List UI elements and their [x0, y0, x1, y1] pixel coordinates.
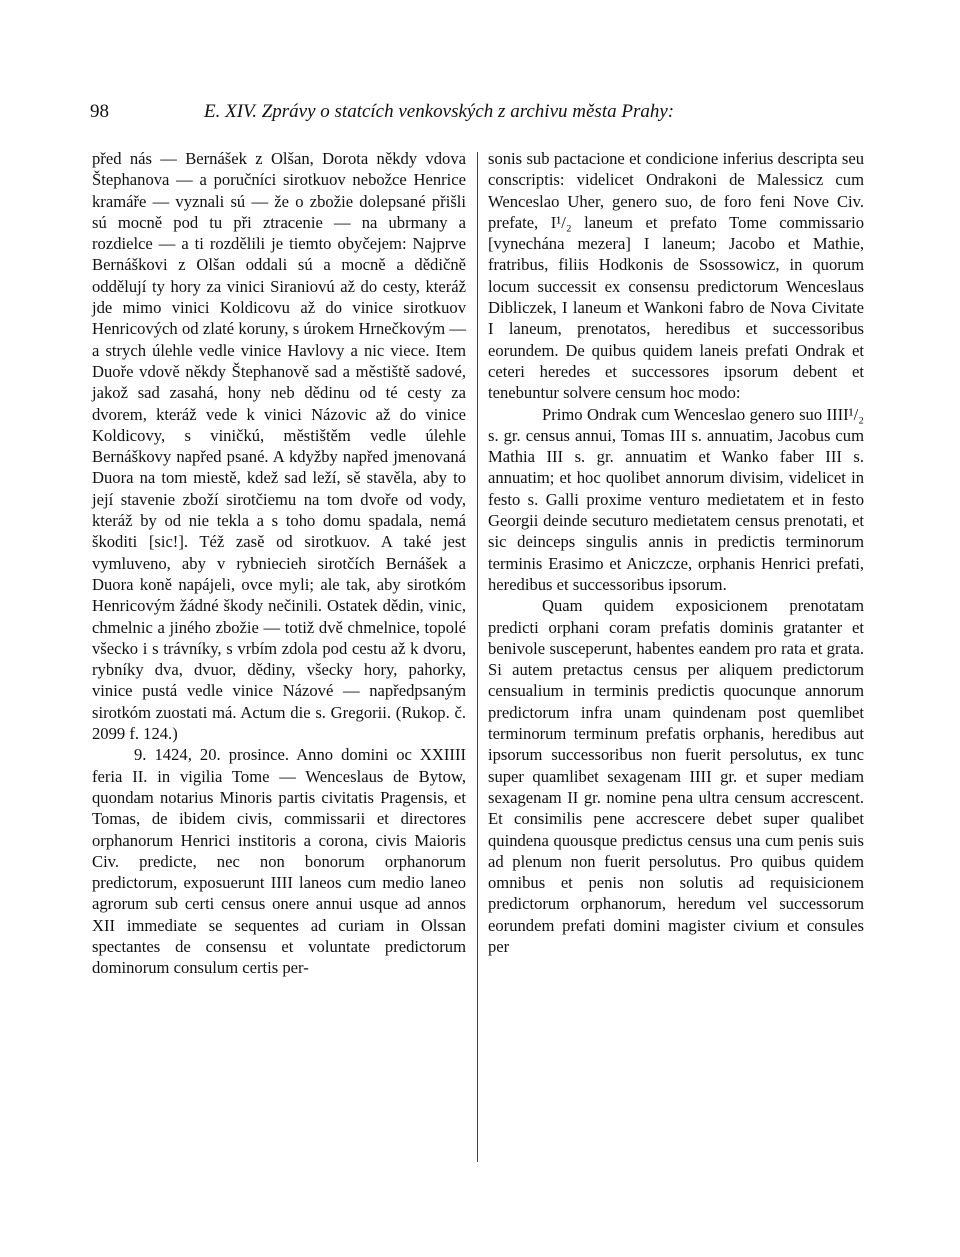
left-paragraph-2: 9. 1424, 20. prosince. Anno domini oc XXIIII feria II. in vigilia Tome — Wenceslaus de Bytow, quondam notarius Minoris partis civitatis Pragensis, et Tomas, de ibidem civis, commissarii et directores orphanorum Henrici institoris a corona, civis Maioris Civ. predicte, nec non bonorum orphanorum predictorum, exposuerunt IIII laneos cum medio laneo agrorum sub certi census onere annui usque ad annos XII immediate se sequentes ad curiam in Olssan spectantes de consensu et voluntate predictorum dominorum consulum certis per-: [92, 745, 466, 978]
column-divider: [477, 152, 478, 1162]
left-paragraph-1: před nás — Bernášek z Olšan, Dorota někdy vdova Štephanova — a poručníci sirotkuov nebožce Henrice kramáře — vyznali sú — že o zbožie dolepsané přišli sú mocně pod tu při ztracenie — na ubrmany a rozdielce — a ti rozdělili je tiemto obyčejem: Najprve Bernáškovi z Olšan oddali sú a mocně a dědičně oddělují ty hory za vinici Siraniovú až do cesty, kteráž jde mimo vinici Koldicovu až do vinice sirotkuov Henricových od zlaté koruny, s úrokem Hrnečkovým — a strych úlehle vedle vinice Havlovy a nic viece. Item Duoře vdově někdy Štephanově sad a městiště sadové, jakož sad zasahá, hony neb dědinu od té cesty za dvorem, kteráž vede k vinici Názovic až do vinice Koldicovy, s viničkú, městištěm vedle úlehle Bernáškovy napřed psané. A kdyžby napřed jmenovaná Duora na tom miestě, kdež sad leží, sě stavěla, aby to její stavenie zboží sirotčiemu na tom dvoře od vody, kteráž by od nie tekla a s toho domu spadala, nemá škoditi [sic!]. Též zasě od sirotkuov. A také jest vymluveno, aby v rybniecieh sirotčích Bernášek a Duora koně napájeli, ovce myli; ale tak, aby sirotkóm Henricovým žádné škody nečinili. Ostatek dědin, vinic, chmelnic a jiného zbožie — totiž dvě chmelnice, topolé všecko i s trávníky, s vrbím zdola pod cestu až k dvoru, rybníky dva, dvuor, dědiny, všecky hory, pahorky, vinice pustá vedle vinice Názové — napředpsaným sirotkóm zuostati má. Actum die s. Gregorii. (Rukop. č. 2099 f. 124.): [92, 149, 466, 744]
right-column: [488, 148, 864, 957]
running-title: E. XIV. Zprávy o statcích venkovských z archivu města Prahy:: [204, 101, 675, 122]
running-head: [90, 97, 870, 127]
page-number: 98: [90, 101, 109, 122]
right-paragraph-2: Primo Ondrak cum Wenceslao genero suo IIII¹/₂ s. gr. census annui, Tomas III s. annuatim, Jacobus cum Mathia III s. gr. annuatim et Wanko faber III s. annuatim; et hoc quolibet annorum divisim, videlicet in festo s. Galli proxime venturo medietatem et in festo Georgii deinde secuturo medietatem census prenotati, et sic deinceps singulis annis in predictis terminorum terminis Erasimo et Aniczcze, orphanis Henrici prefati, heredibus et successoribus ipsorum.: [488, 404, 864, 594]
right-paragraph-3: Quam quidem exposicionem prenotatam predicti orphani coram prefatis dominis gratanter et benivole susceperunt, habentes eandem pro rata et grata. Si autem pretactus census per aliquem predictorum censualium in terminis predictis quocunque annorum predictorum infra unam quindenam post quemlibet terminorum terminum prefatis orphanis, heredibus aut ipsorum successoribus non fuerit persolutus, ex tunc super quamlibet sexagenam IIII gr. et super mediam sexagenam II gr. nomine pena ultra censum accrescent. Et consimilis pene accrescere debet super qualibet quindena quousque predictus census una cum penis suis ad plenum non fuerit persolutus. Pro quibus quidem omnibus et penis non solutis ad requisicionem predictorum orphanorum, heredum vel successorum eorundem prefati domini magister civium et consules per: [488, 596, 864, 956]
right-paragraph-1: sonis sub pactacione et condicione inferius descripta seu conscriptis: videlicet Ondrakoni de Malessicz cum Wenceslao Uher, genero suo, de foro feni Nove Civ. prefate, I¹/₂ laneum et prefato Tome commissario [vynechána mezera] I laneum; Jacobo et Mathie, fratribus, filiis Hodkonis de Ssossowicz, in quorum locum successit ex consensu predictorum Wenceslaus Dibliczek, I laneum et Wankoni fabro de Nova Civitate I laneum, prenotatos, heredibus et successoribus eorundem. De quibus quidem laneis prefati Ondrak et ceteri heredes et successores ipsorum debent et tenebuntur solvere censum hoc modo:: [488, 149, 864, 403]
left-column: [92, 148, 466, 979]
